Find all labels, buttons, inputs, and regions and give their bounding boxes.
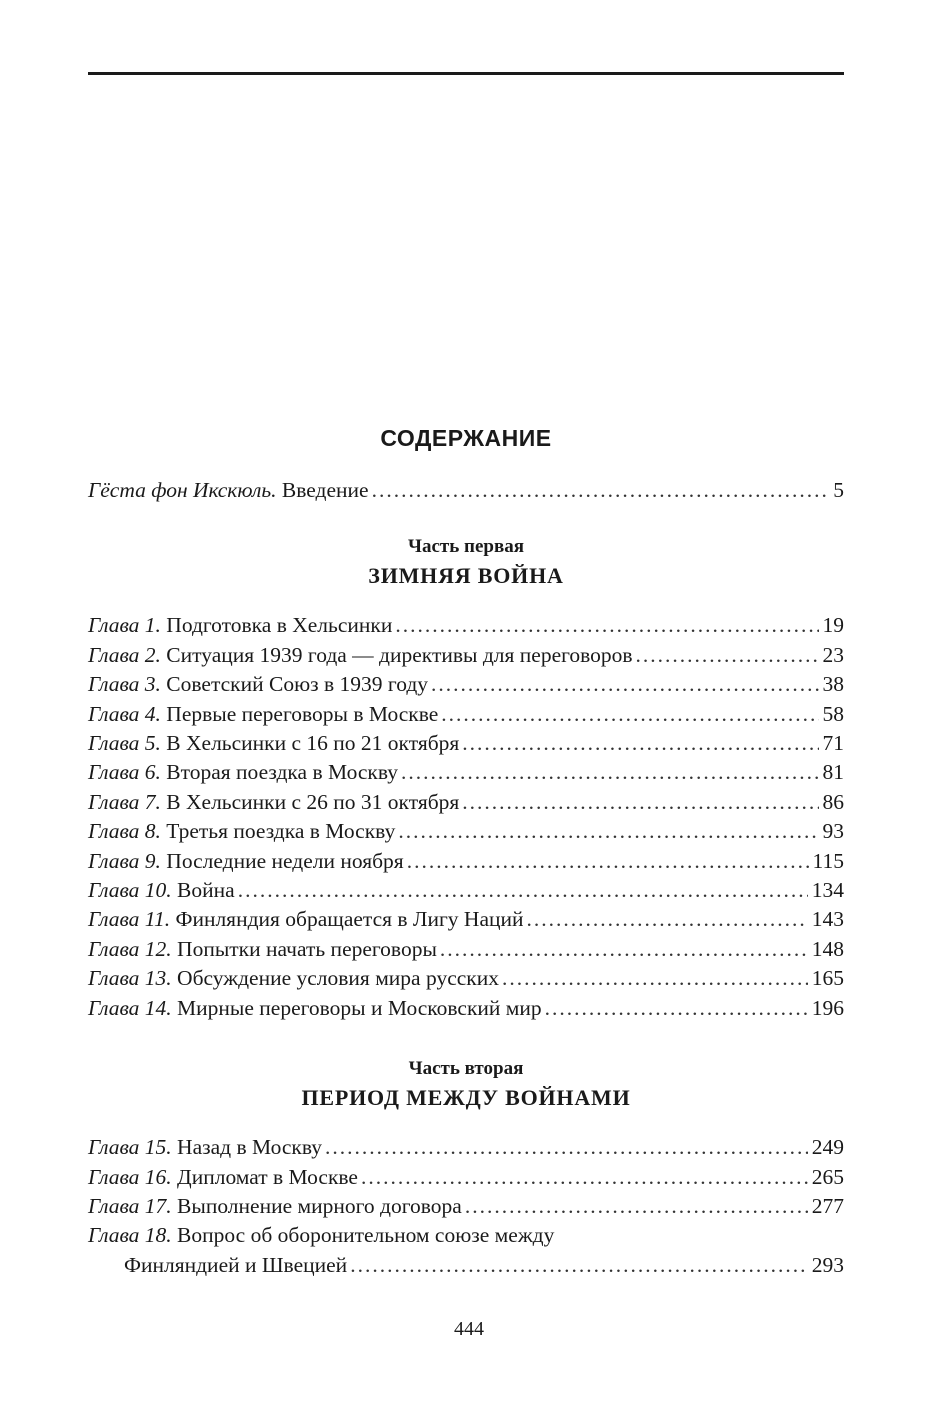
chapter-title: Обсуждение условия мира русских [177, 966, 499, 991]
page-number: 444 [454, 1318, 484, 1340]
chapter-entry [88, 964, 844, 993]
dot-leader [441, 700, 818, 729]
chapter-entry [88, 611, 844, 640]
chapter-entry [88, 1192, 844, 1221]
chapter-number: Глава 5. [88, 731, 161, 756]
dot-leader [636, 641, 819, 670]
chapter-page: 265 [811, 1164, 844, 1189]
chapter-entry [88, 758, 844, 787]
chapter-title: Выполнение мирного договора [177, 1193, 462, 1218]
contents-heading: СОДЕРЖАНИЕ [380, 425, 552, 451]
chapter-title-line-2: Финляндией и Швецией [124, 1252, 348, 1277]
chapter-page: 293 [811, 1252, 844, 1277]
intro-page: 5 [833, 478, 844, 502]
part-one-chapter-list [88, 611, 844, 1023]
chapter-page: 148 [811, 936, 844, 961]
chapter-entry [88, 935, 844, 964]
chapter-title: Дипломат в Москве [177, 1164, 358, 1189]
chapter-title: Последние недели ноября [166, 848, 404, 873]
chapter-entry [88, 700, 844, 729]
chapter-number: Глава 4. [88, 701, 161, 726]
chapter-number: Глава 11. [88, 907, 171, 932]
intro-entry [88, 476, 844, 505]
chapter-page: 165 [811, 966, 844, 991]
chapter-number: Глава 13. [88, 966, 172, 991]
dot-leader [361, 1163, 808, 1192]
chapter-page: 23 [822, 642, 844, 667]
chapter-entry [88, 994, 844, 1023]
part-two-title: ПЕРИОД МЕЖДУ ВОЙНАМИ [301, 1085, 631, 1111]
dot-leader [238, 876, 808, 905]
table-of-contents [88, 420, 844, 1280]
chapter-page: 19 [822, 613, 844, 638]
chapter-page: 196 [811, 995, 844, 1020]
chapter-entry [88, 905, 844, 934]
chapter-title: Третья поездка в Москву [166, 819, 396, 844]
dot-leader [350, 1251, 808, 1280]
chapter-title: Попытки начать переговоры [177, 936, 437, 961]
dot-leader [462, 729, 818, 758]
chapter-title: В Хельсинки с 16 по 21 октября [166, 731, 460, 756]
chapter-page: 143 [811, 907, 844, 932]
chapter-page: 93 [822, 819, 844, 844]
chapter-title: Финляндия обращается в Лигу Наций [175, 907, 524, 932]
chapter-title: Первые переговоры в Москве [166, 701, 439, 726]
dot-leader [325, 1133, 808, 1162]
chapter-entry [88, 729, 844, 758]
dot-leader [440, 935, 808, 964]
chapter-page: 58 [822, 701, 844, 726]
dot-leader [398, 817, 818, 846]
intro-title: Введение [281, 478, 369, 502]
chapter-page: 38 [822, 672, 844, 697]
chapter-entry [88, 788, 844, 817]
intro-author: Гёста фон Икскюль. [88, 478, 277, 502]
dot-leader [502, 964, 808, 993]
chapter-title: Советский Союз в 1939 году [166, 672, 429, 697]
chapter-number: Глава 9. [88, 848, 161, 873]
chapter-number: Глава 2. [88, 642, 161, 667]
chapter-title: Вторая поездка в Москву [166, 760, 399, 785]
dot-leader [372, 476, 830, 505]
chapter-page: 71 [822, 731, 844, 756]
chapter-entry [88, 1163, 844, 1192]
chapter-title: В Хельсинки с 26 по 31 октября [166, 789, 460, 814]
part-two-chapter-list [88, 1133, 844, 1221]
dot-leader [465, 1192, 808, 1221]
part-one-title: ЗИМНЯЯ ВОЙНА [368, 563, 564, 589]
part-two-label: Часть вторая [408, 1058, 524, 1080]
chapter-page: 86 [822, 789, 844, 814]
chapter-entry [88, 876, 844, 905]
chapter-entry [88, 817, 844, 846]
chapter-title: Подготовка в Хельсинки [166, 613, 393, 638]
chapter-entry [88, 670, 844, 699]
chapter-number: Глава 16. [88, 1164, 172, 1189]
chapter-number: Глава 10. [88, 878, 172, 903]
dot-leader [527, 905, 808, 934]
chapter-number: Глава 3. [88, 672, 161, 697]
dot-leader [395, 611, 818, 640]
chapter-number: Глава 18. [88, 1223, 172, 1248]
chapter-page: 277 [811, 1193, 844, 1218]
chapter-page: 134 [811, 878, 844, 903]
chapter-entry-18 [88, 1221, 844, 1280]
chapter-title-line-1: Вопрос об оборонительном союзе между [177, 1223, 555, 1248]
dot-leader [401, 758, 818, 787]
chapter-page: 115 [812, 848, 844, 873]
dot-leader [462, 788, 818, 817]
chapter-page: 249 [811, 1135, 844, 1160]
chapter-number: Глава 12. [88, 936, 172, 961]
chapter-number: Глава 8. [88, 819, 161, 844]
chapter-number: Глава 6. [88, 760, 161, 785]
chapter-entry [88, 1133, 844, 1162]
chapter-title: Мирные переговоры и Московский мир [177, 995, 542, 1020]
chapter-number: Глава 15. [88, 1135, 172, 1160]
chapter-title: Назад в Москву [177, 1135, 323, 1160]
chapter-entry [88, 847, 844, 876]
chapter-number: Глава 14. [88, 995, 172, 1020]
chapter-number: Глава 7. [88, 789, 161, 814]
header-rule [88, 72, 844, 75]
dot-leader [407, 847, 809, 876]
chapter-entry [88, 641, 844, 670]
dot-leader [431, 670, 818, 699]
chapter-page: 81 [822, 760, 844, 785]
chapter-number: Глава 17. [88, 1193, 172, 1218]
dot-leader [545, 994, 808, 1023]
chapter-title: Ситуация 1939 года — директивы для переговоров [166, 642, 633, 667]
chapter-number: Глава 1. [88, 613, 161, 638]
chapter-title: Война [177, 878, 235, 903]
part-one-label: Часть первая [408, 536, 524, 558]
